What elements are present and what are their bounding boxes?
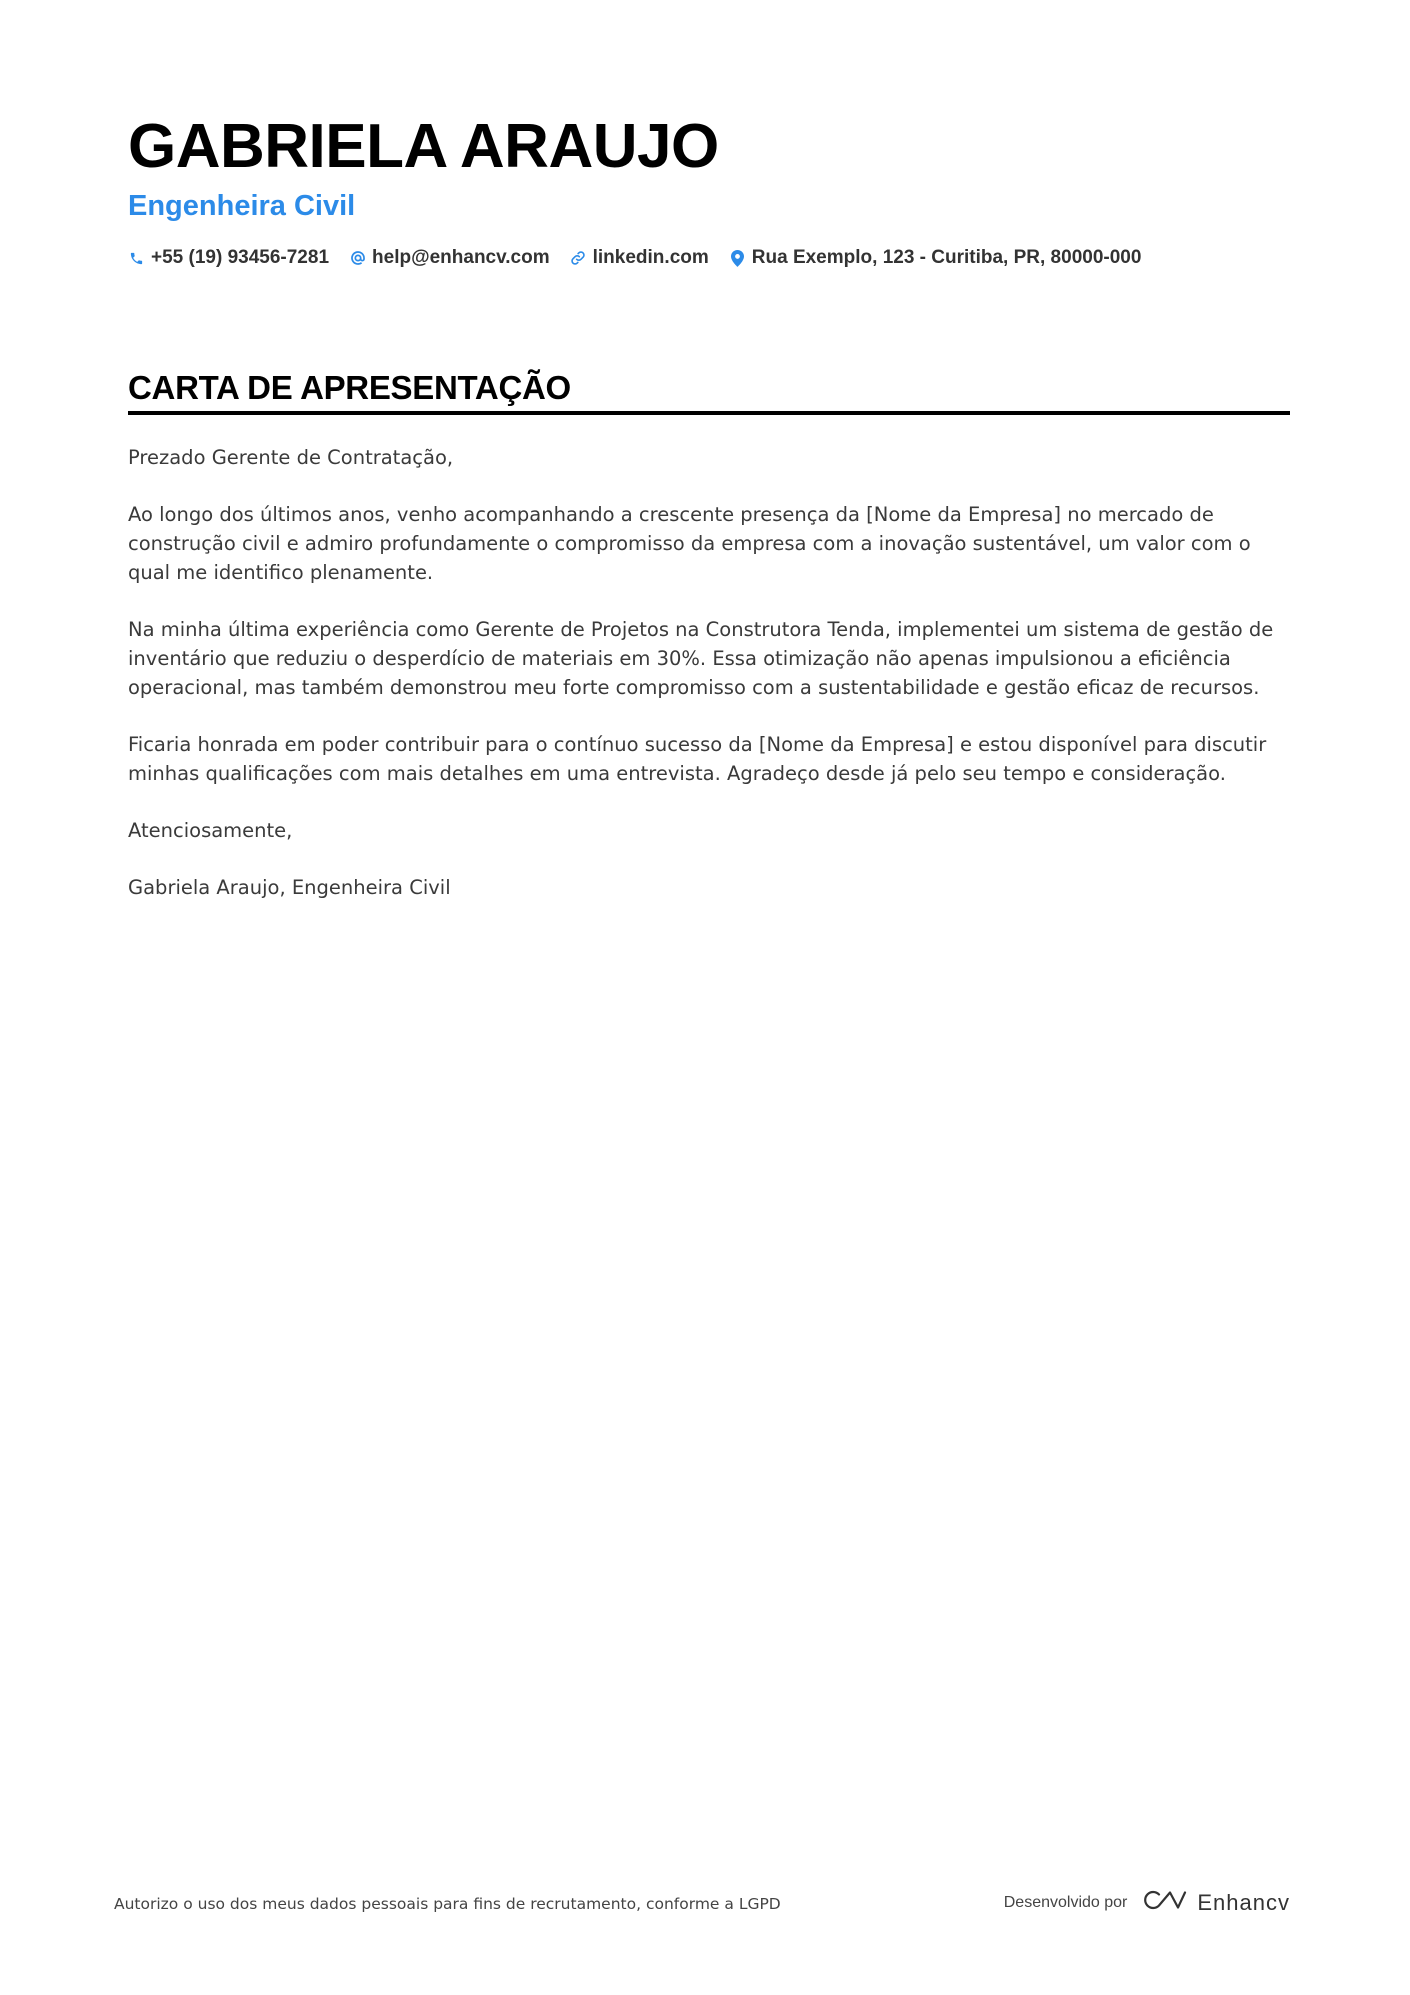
powered-by[interactable] (1004, 1888, 1290, 1917)
letter-paragraph: Na minha última experiência como Gerente de Projetos na Construtora Tenda, implementei um sistema de gestão de inventário que reduziu o desperdício de materiais em 30%. Essa otimização não apenas impulsionou a eficiência operacional, mas também demonstrou meu forte compromisso com a sustentabilidade e gestão eficaz de recursos. (128, 618, 1274, 699)
link-icon (570, 248, 587, 268)
contact-bar (128, 246, 1290, 270)
lgpd-consent-text: Autorizo o uso dos meus dados pessoais para fins de recrutamento, conforme a LGPD (114, 1895, 781, 1913)
contact-phone[interactable] (128, 246, 329, 270)
at-icon (349, 248, 366, 268)
cover-letter-section (128, 368, 1290, 902)
contact-phone-text: +55 (19) 93456-7281 (151, 247, 330, 268)
header (128, 112, 1290, 270)
phone-icon (128, 248, 145, 268)
letter-signature: Gabriela Araujo, Engenheira Civil (128, 876, 451, 899)
letter-paragraph: Ao longo dos últimos anos, venho acompanhando a crescente presença da [Nome da Empresa] no mercado de construção civil e admiro profundamente o compromisso da empresa com a inovação sustentável, um valor com o qual me identifico plenamente. (128, 503, 1251, 584)
job-title: Engenheira Civil (128, 190, 356, 222)
powered-by-label: Desenvolvido por (1003, 1893, 1128, 1911)
enhancv-logo-icon (1139, 1888, 1187, 1917)
contact-address (729, 246, 1142, 270)
enhancv-brand (1139, 1888, 1290, 1917)
section-divider (128, 411, 1290, 415)
section-title: CARTA DE APRESENTAÇÃO (128, 369, 571, 406)
letter-salutation: Prezado Gerente de Contratação, (128, 446, 454, 469)
candidate-name: GABRIELA ARAUJO (128, 112, 719, 181)
letter-body (128, 443, 1290, 902)
contact-email[interactable] (349, 246, 550, 270)
contact-address-text: Rua Exemplo, 123 - Curitiba, PR, 80000-000 (751, 247, 1142, 268)
contact-linkedin[interactable] (570, 246, 709, 270)
letter-paragraph: Ficaria honrada em poder contribuir para o contínuo sucesso da [Nome da Empresa] e estou disponível para discutir minhas qualificações com mais detalhes em uma entrevista. Agradeço desde já pelo seu tempo e consideração. (128, 733, 1267, 785)
contact-email-text: help@enhancv.com (372, 247, 550, 268)
enhancv-brand-name: Enhancv (1197, 1889, 1290, 1915)
location-pin-icon (729, 248, 746, 268)
contact-linkedin-text: linkedin.com (592, 247, 709, 268)
letter-closing: Atenciosamente, (128, 819, 293, 842)
